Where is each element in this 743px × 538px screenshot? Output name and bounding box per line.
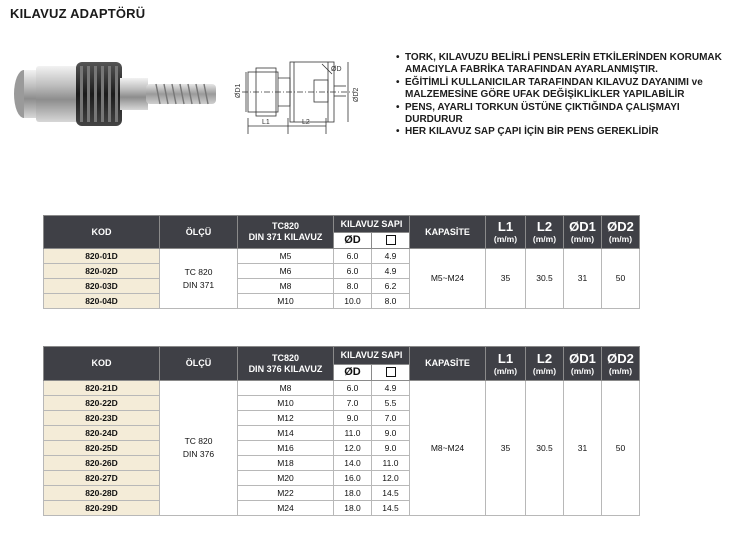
olcu-line1: TC 820 xyxy=(184,266,213,277)
row-d: 6.0 xyxy=(334,381,372,396)
d1-label: ØD1 xyxy=(235,83,242,98)
olcu-line2: DIN 376 xyxy=(182,449,215,459)
col-sap-square xyxy=(372,233,410,249)
row-sq: 9.0 xyxy=(372,441,410,456)
col-d1 xyxy=(564,347,602,381)
col-sap-d: ØD xyxy=(334,365,372,381)
kapasite-cell: M5~M24 xyxy=(410,249,486,309)
col-d2-label: ØD2 xyxy=(607,219,634,234)
col-l2-unit: (m/m) xyxy=(532,234,557,244)
square-icon xyxy=(386,367,396,377)
col-d2 xyxy=(602,216,640,249)
square-icon xyxy=(386,235,396,245)
row-d: 9.0 xyxy=(334,411,372,426)
olcu-line2: DIN 371 xyxy=(182,279,215,290)
col-d1-unit: (m/m) xyxy=(570,234,595,244)
col-sap-d: ØD xyxy=(334,233,372,249)
row-size: M6 xyxy=(238,264,334,279)
col-sap: KILAVUZ SAPI xyxy=(334,216,410,233)
row-kod: 820-23D xyxy=(44,411,160,426)
row-kod: 820-04D xyxy=(44,294,160,309)
col-l2 xyxy=(526,347,564,381)
row-sq: 7.0 xyxy=(372,411,410,426)
note-item: • PENS, AYARLI TORKUN ÜSTÜNE ÇIKTIĞINDA ÇALIŞMAYI DURDURUR xyxy=(396,102,736,127)
note-item: • HER KILAVUZ SAP ÇAPI İÇİN BİR PENS GEREKLİDİR xyxy=(396,126,736,138)
row-size: M10 xyxy=(238,396,334,411)
row-size: M8 xyxy=(238,381,334,396)
row-size: M5 xyxy=(238,249,334,264)
olcu-cell xyxy=(160,381,238,516)
l2-label: L2 xyxy=(302,119,310,126)
row-size: M24 xyxy=(238,501,334,516)
row-size: M14 xyxy=(238,426,334,441)
row-d: 6.0 xyxy=(334,264,372,279)
row-size: M16 xyxy=(238,441,334,456)
col-d2-unit: (m/m) xyxy=(608,365,633,376)
tap-adapter-photo xyxy=(6,48,220,140)
col-l1-label: L1 xyxy=(497,350,514,366)
note-item: • EĞİTİMLİ KULLANICILAR TARAFINDAN KILAVUZ DAYANIMI ve MALZEMESİNE GÖRE UFAK DEĞİŞİKLİKLER YAPILABİLİR xyxy=(396,77,736,102)
row-sq: 6.2 xyxy=(372,279,410,294)
d2-label: ØD2 xyxy=(353,87,360,102)
col-kod: KOD xyxy=(44,216,160,249)
row-kod: 820-22D xyxy=(44,396,160,411)
row-kod: 820-28D xyxy=(44,486,160,501)
col-kod: KOD xyxy=(44,347,160,381)
col-d1-label: ØD1 xyxy=(569,350,596,366)
row-sq: 5.5 xyxy=(372,396,410,411)
row-d: 16.0 xyxy=(334,471,372,486)
col-l2-label: L2 xyxy=(536,350,553,366)
row-kod: 820-27D xyxy=(44,471,160,486)
col-l1-label: L1 xyxy=(497,219,514,234)
row-kod: 820-25D xyxy=(44,441,160,456)
col-l1-unit: (m/m) xyxy=(493,365,518,376)
col-tc-line1: TC820 xyxy=(271,221,299,231)
row-d: 10.0 xyxy=(334,294,372,309)
d2-cell: 50 xyxy=(602,381,640,516)
row-kod: 820-02D xyxy=(44,264,160,279)
row-sq: 9.0 xyxy=(372,426,410,441)
col-tc-line2: DIN 376 KILAVUZ xyxy=(248,363,323,374)
row-size: M8 xyxy=(238,279,334,294)
col-l1 xyxy=(486,216,526,249)
row-d: 18.0 xyxy=(334,501,372,516)
col-l2 xyxy=(526,216,564,249)
row-size: M18 xyxy=(238,456,334,471)
col-d2-unit: (m/m) xyxy=(608,234,633,244)
col-d1-unit: (m/m) xyxy=(570,365,595,376)
row-kod: 820-29D xyxy=(44,501,160,516)
col-kapasite: KAPASİTE xyxy=(410,216,486,249)
row-sq: 4.9 xyxy=(372,264,410,279)
l2-cell: 30.5 xyxy=(526,249,564,309)
row-d: 12.0 xyxy=(334,441,372,456)
row-size: M20 xyxy=(238,471,334,486)
row-kod: 820-26D xyxy=(44,456,160,471)
row-sq: 8.0 xyxy=(372,294,410,309)
col-tc-line2: DIN 371 KILAVUZ xyxy=(248,232,323,242)
l1-cell: 35 xyxy=(486,381,526,516)
l1-label: L1 xyxy=(262,119,270,126)
row-d: 6.0 xyxy=(334,249,372,264)
d2-cell: 50 xyxy=(602,249,640,309)
row-d: 18.0 xyxy=(334,486,372,501)
row-sq: 14.5 xyxy=(372,486,410,501)
row-d: 11.0 xyxy=(334,426,372,441)
row-kod: 820-01D xyxy=(44,249,160,264)
page-title: KILAVUZ ADAPTÖRÜ xyxy=(10,6,146,21)
col-tc-line1: TC820 xyxy=(271,352,299,363)
col-d2 xyxy=(602,347,640,381)
row-size: M12 xyxy=(238,411,334,426)
col-olcu: ÖLÇÜ xyxy=(160,347,238,381)
col-sap: KILAVUZ SAPI xyxy=(334,347,410,365)
col-d1 xyxy=(564,216,602,249)
l1-cell: 35 xyxy=(486,249,526,309)
row-d: 14.0 xyxy=(334,456,372,471)
kapasite-cell: M8~M24 xyxy=(410,381,486,516)
l2-cell: 30.5 xyxy=(526,381,564,516)
col-l1-unit: (m/m) xyxy=(493,234,518,244)
col-d1-label: ØD1 xyxy=(569,219,596,234)
notes-list xyxy=(396,52,736,139)
olcu-line1: TC 820 xyxy=(184,436,213,446)
col-kapasite: KAPASİTE xyxy=(410,347,486,381)
col-sap-square xyxy=(372,365,410,381)
col-l2-label: L2 xyxy=(536,219,553,234)
d1-cell: 31 xyxy=(564,249,602,309)
olcu-cell xyxy=(160,249,238,309)
spec-table-din376 xyxy=(43,346,640,516)
col-olcu: ÖLÇÜ xyxy=(160,216,238,249)
row-sq: 4.9 xyxy=(372,249,410,264)
col-tc xyxy=(238,216,334,249)
row-kod: 820-21D xyxy=(44,381,160,396)
row-d: 8.0 xyxy=(334,279,372,294)
col-tc xyxy=(238,347,334,381)
row-size: M10 xyxy=(238,294,334,309)
row-sq: 4.9 xyxy=(372,381,410,396)
row-size: M22 xyxy=(238,486,334,501)
d-label: ØD xyxy=(331,66,342,73)
dimension-drawing xyxy=(228,56,368,134)
d1-cell: 31 xyxy=(564,381,602,516)
row-sq: 11.0 xyxy=(372,456,410,471)
row-sq: 14.5 xyxy=(372,501,410,516)
row-sq: 12.0 xyxy=(372,471,410,486)
col-l1 xyxy=(486,347,526,381)
row-kod: 820-03D xyxy=(44,279,160,294)
row-d: 7.0 xyxy=(334,396,372,411)
col-l2-unit: (m/m) xyxy=(532,365,557,376)
col-d2-label: ØD2 xyxy=(607,350,634,366)
note-item: • TORK, KILAVUZU BELİRLİ PENSLERİN ETKİLERİNDEN KORUMAK AMACIYLA FABRİKA TARAFINDAN AYARLANMIŞTIR. xyxy=(396,52,736,77)
row-kod: 820-24D xyxy=(44,426,160,441)
spec-table-din371 xyxy=(43,215,640,309)
